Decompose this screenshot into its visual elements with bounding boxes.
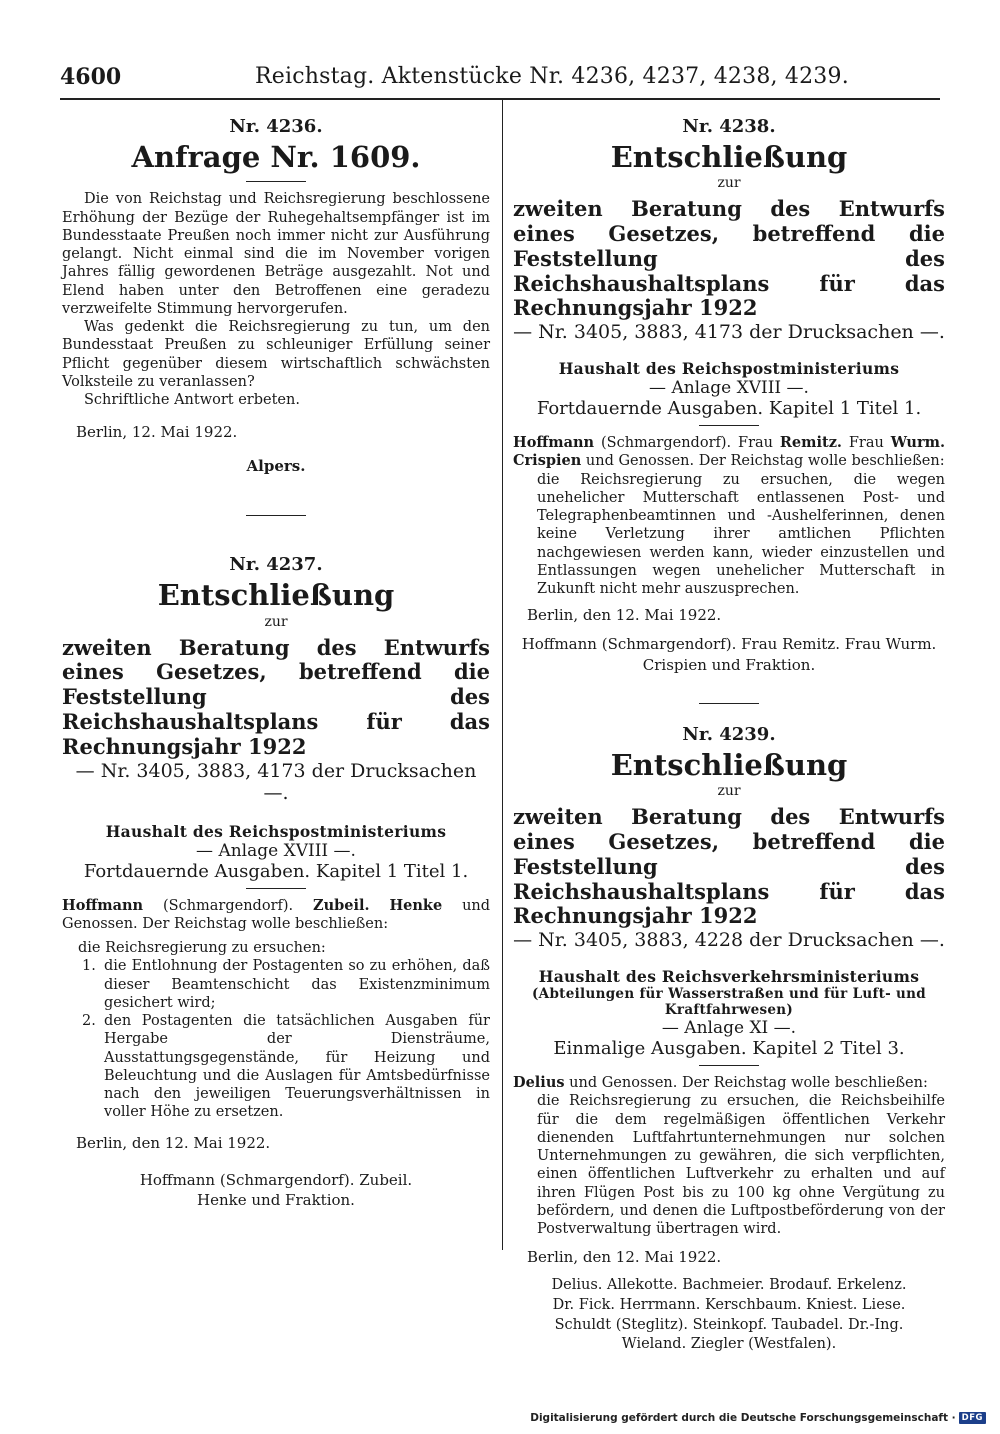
document-title: Entschließung [610,747,848,782]
document-number: Nr. 4238. [682,116,776,137]
mover-detail: und Genossen. Der Reichstag wolle beschließen: [585,453,945,470]
document-4236 [62,116,490,516]
paragraph: Die von Reichstag und Reichsregierung beschlossene Erhöhung der Bezüge der Ruhegehaltsempfänger ist im Bundesstaate Preußen noch immer nicht zur Ausführung gelangt. Nicht einmal sind die im November vorigen Jahres fällig gewordenen Beträge ausgezahlt. Not und Elend haben unter den Betroffenen eine geradezu verzweifelte Stimmung hervorgerufen. [62,191,490,317]
document-number: Nr. 4239. [682,723,776,745]
document-number: Nr. 4237. [229,554,323,576]
mover-name: Delius [513,1074,565,1092]
digitization-footer [530,1412,986,1424]
mover-name: Zubeil. [313,896,370,914]
signatures [62,1170,490,1211]
signature: Alpers. [246,457,306,476]
document-number: Nr. 4236. [229,116,323,137]
request-intro: die Reichsregierung zu ersuchen: [78,940,326,957]
mover-detail: und Genossen. Der Reichstag wolle beschließen: [62,897,491,932]
dfg-logo-icon: DFG [959,1412,986,1424]
signature-line: Wieland. Ziegler (Westfalen). [621,1336,837,1353]
movers [513,434,945,471]
item-number: 1. [82,958,96,975]
mover-name: Remitz. [779,434,842,452]
abteilungen: (Abteilungen für Wasserstraßen und für Luft- und Kraftfahrwesen) [531,986,926,1019]
signature-line: Crispien und Fraktion. [642,655,816,674]
mover-name: Henke [389,896,443,914]
left-column [62,112,490,1210]
movers [513,1074,945,1092]
mover-name: Wurm. Crispien [513,434,945,470]
mover-name: Hoffmann [513,434,595,452]
date-line: Berlin, 12. Mai 1922. [76,423,238,442]
haushalt-heading: Haushalt des Reichspostministeriums [558,359,900,379]
list-item [82,957,490,1012]
resolution-text: die Reichsregierung zu ersuchen, die wegen unehelicher Mutterschaft entlassenen Post- und Telegraphenbeamtinnen und -Aushelferinnen, denen keine Verletzung ihrer amtlichen Pflichten nachgewiesen werden kann, wieder einzustellen und Entlassungen wegen unehelicher Mutterschaft in Zukunft nicht mehr auszusprechen. [537,471,945,598]
anlage: — Anlage XI —. [661,1018,797,1039]
movers [62,897,490,934]
zur-label: zur [264,613,288,630]
drucksachen: — Nr. 3405, 3883, 4173 der Drucksachen —. [513,321,945,344]
divider [699,703,759,704]
zur-label: zur [717,783,741,800]
paragraph: Schriftliche Antwort erbeten. [84,392,300,409]
fortdauernde-ausgaben: Fortdauernde Ausgaben. Kapitel 1 Titel 1. [83,860,469,882]
divider [246,181,306,182]
einmalige-ausgaben: Einmalige Ausgaben. Kapitel 2 Titel 3. [553,1038,905,1060]
document-4237 [62,554,490,1210]
page-number: 4600 [60,64,122,90]
paragraph: Was gedenkt die Reichsregierung zu tun, um den Bundesstaat Preußen zu schleuniger Erfüllung seiner Pflicht gegenüber diesem wirtschaftlich schwächsten Volksteile zu veranlassen? [62,319,490,390]
haushalt-heading: Haushalt des Reichsverkehrsministeriums [538,967,920,987]
resolution-text: die Reichsregierung zu ersuchen, die Reichsbeihilfe für die dem regelmäßigen öffentlichen Verkehr dienenden Luftfahrtunternehmungen nur solchen Unternehmungen zu gewähren, die sich verpflichten, einen öffentlichen Luftverkehr zu erhalten und auf ihren Flügen Post bis zu 100 kg ohne Vergütung zu befördern, und denen die Luftpostbeförderung von der Postverwaltung übertragen wird. [537,1093,945,1238]
signatures [513,634,945,675]
divider [699,425,759,426]
subtitle: zweiten Beratung des Entwurfs eines Gesetzes, betreffend die Feststellung des Reichshaushaltsplans für das Rechnungsjahr 1922 [62,634,490,759]
header-rule [60,98,940,100]
document-title: Entschließung [157,578,395,613]
signatures [513,1276,945,1354]
date-line: Berlin, den 12. Mai 1922. [527,1248,722,1267]
document-4239 [513,724,945,1355]
date-line: Berlin, den 12. Mai 1922. [527,606,722,625]
right-column [513,112,945,1355]
item-text: die Entlohnung der Postagenten so zu erhöhen, daß dieser Beamtenschicht das Existenzminimum gesichert wird; [104,958,490,1011]
footer-text: Digitalisierung gefördert durch die Deutsche Forschungsgemeinschaft · [530,1412,956,1424]
signature-line: Dr. Fick. Herrmann. Kerschbaum. Kniest. Liese. [552,1297,906,1313]
fortdauernde-ausgaben: Fortdauernde Ausgaben. Kapitel 1 Titel 1. [536,398,922,420]
item-number: 2. [82,1013,96,1030]
haushalt-heading: Haushalt des Reichspostministeriums [105,821,447,841]
drucksachen: — Nr. 3405, 3883, 4228 der Drucksachen —. [513,929,945,952]
date-line: Berlin, den 12. Mai 1922. [76,1133,271,1152]
divider [699,1065,759,1066]
request-list [62,957,490,1121]
signature-line: Delius. Allekotte. Bachmeier. Brodauf. Erkelenz. [551,1277,907,1294]
document-title: Entschließung [610,140,848,174]
document-4238 [513,116,945,704]
divider [246,888,306,889]
document-title: Anfrage Nr. 1609. [131,140,421,174]
mover-detail: und Genossen. Der Reichstag wolle beschließen: [569,1075,928,1092]
drucksachen: — Nr. 3405, 3883, 4173 der Drucksachen —. [75,759,477,804]
running-title: Reichstag. Aktenstücke Nr. 4236, 4237, 4238, 4239. [255,64,849,89]
zur-label: zur [717,175,741,192]
item-text: den Postagenten die tatsächlichen Ausgaben für Hergabe der Diensträume, Ausstattungsgegenstände, für Heizung und Beleuchtung und die Auslagen für Amtsbedürfnisse nach den jeweiligen Teuerungsverhältnissen in voller Höhe zu ersetzen. [104,1013,490,1121]
subtitle: zweiten Beratung des Entwurfs eines Gesetzes, betreffend die Feststellung des Reichshaushaltsplans für das Rechnungsjahr 1922 [513,804,945,929]
signature-line: Hoffmann (Schmargendorf). Zubeil. [139,1170,413,1189]
mover-detail: Frau [848,435,884,452]
page-header [60,62,940,98]
signature-line: Hoffmann (Schmargendorf). Frau Remitz. Frau Wurm. [521,635,937,654]
mover-detail: (Schmargendorf). [162,897,294,914]
anlage: — Anlage XVIII —. [196,840,356,861]
column-divider [502,100,503,1250]
list-item [82,1012,490,1122]
subtitle: zweiten Beratung des Entwurfs eines Gesetzes, betreffend die Feststellung des Reichshaushaltsplans für das Rechnungsjahr 1922 [513,196,945,321]
signature-line: Schuldt (Steglitz). Steinkopf. Taubadel. Dr.-Ing. [554,1316,904,1333]
anlage: — Anlage XVIII —. [649,378,809,399]
divider [246,515,306,516]
mover-detail: (Schmargendorf). Frau [600,435,773,452]
mover-name: Hoffmann [62,896,144,914]
signature-line: Henke und Fraktion. [197,1190,355,1209]
